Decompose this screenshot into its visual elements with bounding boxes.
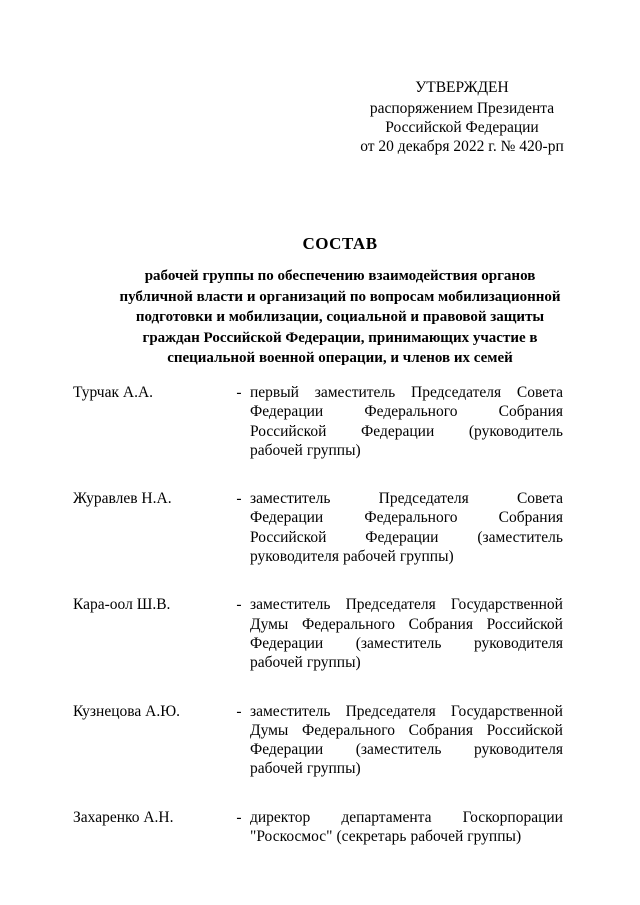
member-role-line <box>250 721 563 740</box>
member-role-word: Российской <box>250 422 327 440</box>
member-role-word: Федерации <box>365 528 439 546</box>
member-role-word: заместитель <box>250 596 331 614</box>
member-role-word: рабочей <box>250 760 303 778</box>
member-role-word: (секретарь <box>336 828 407 846</box>
member-role-line <box>250 615 563 634</box>
member-role-word: Собрания <box>408 615 473 633</box>
member-role-word: Собрания <box>498 403 563 421</box>
document-subtitle-line: рабочей группы по обеспечению взаимодействия органов <box>144 268 536 284</box>
member-role-line <box>250 634 563 653</box>
member-role-line <box>250 508 563 527</box>
member-role-word: рабочей <box>250 441 303 459</box>
approval-line-country: Российской Федерации <box>385 119 539 136</box>
member-role-word: руководителя <box>250 548 340 566</box>
member-role-word: руководителя <box>473 741 563 759</box>
member-role-word: Председателя <box>378 490 469 508</box>
member-role-word: Собрания <box>408 721 473 739</box>
member-role-word: заместитель <box>250 702 331 720</box>
member-role-word: рабочей <box>343 548 396 566</box>
member-role <box>250 595 563 672</box>
member-role-word: "Роскосмос" <box>250 828 333 846</box>
member-role-word: Федерации <box>250 403 324 421</box>
member-role-word: директор <box>250 808 311 826</box>
member-role-line <box>250 528 563 547</box>
member-role-word: Российской <box>486 721 563 739</box>
member-name: Захаренко А.Н. <box>73 808 174 826</box>
member-role-word: Думы <box>250 721 289 739</box>
member-entry <box>73 595 563 672</box>
member-role-word: Федерального <box>301 721 395 739</box>
member-role-word: Совета <box>516 490 563 508</box>
member-role-line <box>250 489 563 508</box>
approval-line-date: от 20 декабря 2022 г. № 420-рп <box>360 138 564 155</box>
member-role-line <box>250 595 563 614</box>
member-entry <box>73 702 563 779</box>
member-role-word: Российской <box>250 528 327 546</box>
member-role-line <box>250 653 563 672</box>
member-role-word: Федерации <box>250 634 324 652</box>
document-title-block <box>40 234 640 369</box>
member-role-word: заместитель <box>314 384 396 401</box>
member-name: Журавлев Н.А. <box>73 490 172 508</box>
member-role-word: первый <box>250 384 299 401</box>
member-role-line <box>250 441 563 460</box>
member-role <box>250 383 563 460</box>
member-role-line <box>250 827 563 846</box>
member-role-word: Федерального <box>364 403 458 421</box>
member-role-word: Председателя <box>345 596 436 614</box>
member-role-word: Российской <box>486 615 563 633</box>
member-name: Турчак А.А. <box>73 384 154 401</box>
member-role-word: Думы <box>250 615 289 633</box>
member-entry <box>73 383 563 460</box>
member-role-word: Госкорпорации <box>462 808 563 826</box>
member-name: Кара-оол Ш.В. <box>73 596 171 614</box>
member-role <box>250 808 563 847</box>
member-role <box>250 702 563 779</box>
member-role-word: группы) <box>467 828 522 846</box>
member-dash: - <box>236 596 242 614</box>
member-dash: - <box>236 384 242 401</box>
member-role-line <box>250 808 563 827</box>
member-role-word: группы) <box>306 654 361 672</box>
document-subtitle-line: публичной власти и организаций по вопросам мобилизационной <box>119 288 561 305</box>
document-subtitle-line: специальной военной операции, и членов их семей <box>167 350 513 366</box>
member-role-word: Совета <box>516 384 563 401</box>
member-entry <box>73 489 563 566</box>
member-role-word: группы) <box>306 441 361 459</box>
member-role-word: руководителя <box>473 634 563 652</box>
member-role-word: (заместитель <box>355 741 442 759</box>
document-subtitle-line: подготовки и мобилизации, социальной и правовой защиты <box>135 309 545 325</box>
member-role-line <box>250 383 563 402</box>
member-role-word: рабочей <box>250 654 303 672</box>
members-list <box>73 383 563 846</box>
member-role-word: группы) <box>306 760 361 778</box>
member-dash: - <box>236 490 242 508</box>
member-name: Кузнецова А.Ю. <box>73 702 181 720</box>
member-role-word: заместитель <box>250 490 331 508</box>
member-role-line <box>250 402 563 421</box>
member-role-word: группы) <box>399 548 454 566</box>
approval-line-decree: распоряжением Президента <box>369 100 555 117</box>
member-role-word: Председателя <box>345 702 436 720</box>
member-role-word: рабочей <box>410 828 464 846</box>
document-title: СОСТАВ <box>302 234 378 253</box>
member-role-word: Федерации <box>250 741 324 759</box>
approval-heading: УТВЕРЖДЕН <box>415 79 509 96</box>
member-dash: - <box>236 808 242 826</box>
member-role-word: департамента <box>341 808 432 826</box>
member-role-word: Федерации <box>250 509 324 527</box>
member-role-word: Государственной <box>450 596 563 614</box>
member-role-word: (руководитель <box>468 422 563 440</box>
member-role-word: (заместитель <box>355 634 442 652</box>
member-entry <box>73 808 563 847</box>
member-role-line <box>250 759 563 778</box>
member-role <box>250 489 563 566</box>
member-role-word: Собрания <box>498 509 563 527</box>
member-role-word: Федерального <box>301 615 395 633</box>
member-role-line <box>250 422 563 441</box>
member-role-line <box>250 547 563 566</box>
member-role-word: Государственной <box>450 702 563 720</box>
member-role-word: Федерации <box>361 422 435 440</box>
member-dash: - <box>236 702 242 720</box>
member-role-line <box>250 702 563 721</box>
approval-stamp <box>340 78 584 156</box>
member-role-word: (заместитель <box>477 528 563 546</box>
document-subtitle-line: граждан Российской Федерации, принимающих участие в <box>142 329 538 346</box>
member-role-word: Федерального <box>364 509 458 527</box>
member-role-line <box>250 740 563 759</box>
member-role-word: Председателя <box>411 384 502 401</box>
